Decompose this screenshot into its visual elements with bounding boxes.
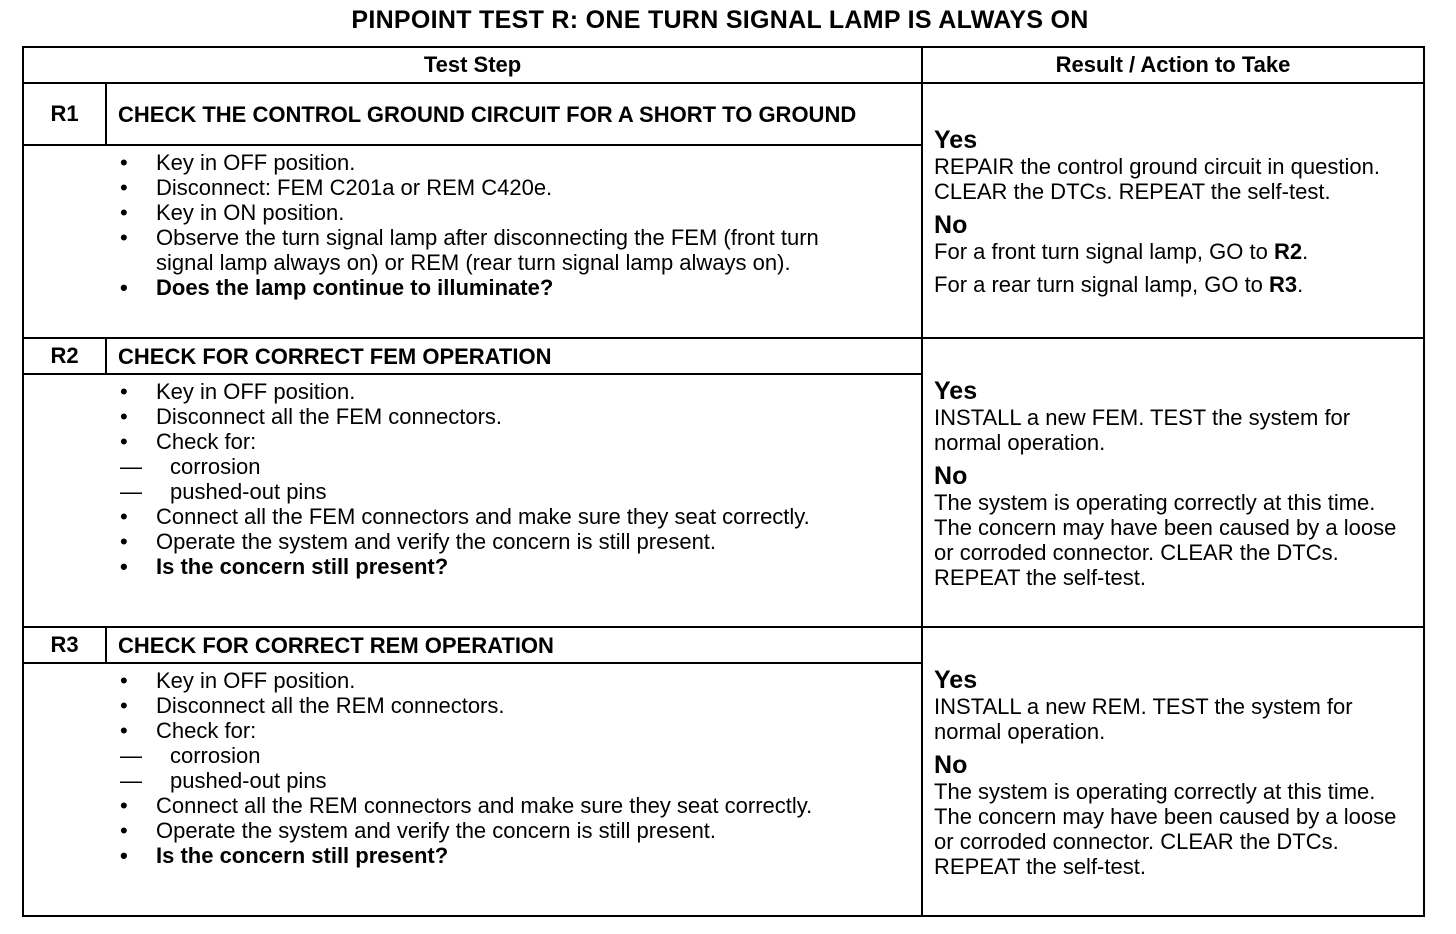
list-item: • Connect all the FEM connectors and make sure they seat correctly.: [120, 504, 881, 529]
sub-item-text: pushed-out pins: [170, 768, 327, 794]
step-body-r3: [23, 663, 922, 916]
step-title-r1: CHECK THE CONTROL GROUND CIRCUIT FOR A SHORT TO GROUND: [106, 83, 922, 145]
yes-label: Yes: [934, 125, 978, 154]
list-item: • Connect all the REM connectors and make sure they seat correctly.: [120, 793, 881, 818]
list-item: • Key in OFF position.: [120, 668, 881, 693]
step-body-r2: [23, 374, 922, 627]
sub-item-text: corrosion: [170, 454, 261, 480]
list-item: • Disconnect all the REM connectors.: [120, 693, 881, 718]
sub-item-text: pushed-out pins: [170, 479, 327, 505]
list-item: • Key in ON position.: [120, 200, 881, 225]
list-item: • Operate the system and verify the concern is still present.: [120, 529, 881, 554]
no-label: No: [934, 210, 968, 239]
table-header-row: [23, 47, 1424, 83]
yes-action-text: INSTALL a new FEM. TEST the system for normal operation.: [934, 404, 1351, 455]
no-rear-text: For a rear turn signal lamp, GO to: [934, 271, 1263, 297]
goto-r2-link[interactable]: R2: [1273, 238, 1303, 264]
step-id-r2: R2: [23, 338, 106, 374]
goto-r3-link[interactable]: R3: [1269, 271, 1298, 297]
step-r1-list: [24, 150, 881, 300]
dash-glyph: —: [120, 454, 142, 480]
step-r1-title-row: [23, 83, 1424, 145]
step-id-r1: R1: [23, 83, 106, 145]
check-for-sublist: [120, 743, 881, 793]
step-question: • Is the concern still present?: [120, 554, 881, 579]
result-r3-yes: [934, 667, 1413, 744]
sub-list-item: [120, 768, 881, 793]
result-r3: [922, 627, 1424, 916]
list-item: • Observe the turn signal lamp after disconnecting the FEM (front turn signal lamp always on) or REM (rear turn signal lamp always on).: [120, 225, 881, 275]
result-r1-no: [934, 212, 1413, 297]
sub-item-text: corrosion: [170, 743, 261, 769]
no-label: No: [934, 750, 968, 779]
sub-list-item: [120, 479, 881, 504]
header-test-step: Test Step: [23, 47, 922, 83]
header-result-action: Result / Action to Take: [922, 47, 1424, 83]
list-item: [120, 429, 881, 504]
dash-glyph: —: [120, 479, 142, 505]
no-action-text: The system is operating correctly at this time. The concern may have been caused by a loose or corroded connector. CLEAR the DTCs. REPEAT the self-test.: [934, 778, 1397, 879]
result-r3-no: [934, 752, 1413, 879]
check-for-sublist: [120, 454, 881, 504]
no-action-front: [934, 239, 1413, 264]
list-item: • Key in OFF position.: [120, 150, 881, 175]
no-rear-end: .: [1297, 271, 1304, 297]
no-action-rear: [934, 272, 1413, 297]
check-for-label: Check for:: [156, 429, 257, 455]
step-question: • Is the concern still present?: [120, 843, 881, 868]
yes-action-text: INSTALL a new REM. TEST the system for normal operation.: [934, 693, 1353, 744]
result-r2-no: [934, 463, 1413, 590]
no-action-text: The system is operating correctly at this time. The concern may have been caused by a loose or corroded connector. CLEAR the DTCs. REPEAT the self-test.: [934, 489, 1397, 590]
list-item: • Disconnect: FEM C201a or REM C420e.: [120, 175, 881, 200]
result-r1: [922, 83, 1424, 338]
list-item: • Key in OFF position.: [120, 379, 881, 404]
step-title-r2: CHECK FOR CORRECT FEM OPERATION: [106, 338, 922, 374]
step-question: • Does the lamp continue to illuminate?: [120, 275, 881, 300]
list-item: • Disconnect all the FEM connectors.: [120, 404, 881, 429]
no-label: No: [934, 461, 968, 490]
result-r1-yes: [934, 127, 1413, 204]
no-front-end: .: [1302, 238, 1309, 264]
step-r2-title-row: [23, 338, 1424, 374]
yes-label: Yes: [934, 665, 978, 694]
list-item: • Operate the system and verify the concern is still present.: [120, 818, 881, 843]
step-id-r3: R3: [23, 627, 106, 663]
result-r2-yes: [934, 378, 1413, 455]
step-r2-list: [24, 379, 881, 579]
no-front-text: For a front turn signal lamp, GO to: [934, 238, 1268, 264]
dash-glyph: —: [120, 743, 142, 769]
sub-list-item: [120, 743, 881, 768]
step-title-r3: CHECK FOR CORRECT REM OPERATION: [106, 627, 922, 663]
yes-label: Yes: [934, 376, 978, 405]
step-r3-list: [24, 668, 881, 868]
page-title: PINPOINT TEST R: ONE TURN SIGNAL LAMP IS ALWAYS ON: [351, 6, 1089, 34]
check-for-label: Check for:: [156, 718, 257, 744]
list-item: [120, 718, 881, 793]
result-r2: [922, 338, 1424, 627]
yes-action-text: REPAIR the control ground circuit in question. CLEAR the DTCs. REPEAT the self-test.: [934, 153, 1380, 204]
step-r3-title-row: [23, 627, 1424, 663]
pinpoint-test-table: [22, 46, 1425, 917]
step-body-r1: [23, 145, 922, 338]
dash-glyph: —: [120, 768, 142, 794]
sub-list-item: [120, 454, 881, 479]
